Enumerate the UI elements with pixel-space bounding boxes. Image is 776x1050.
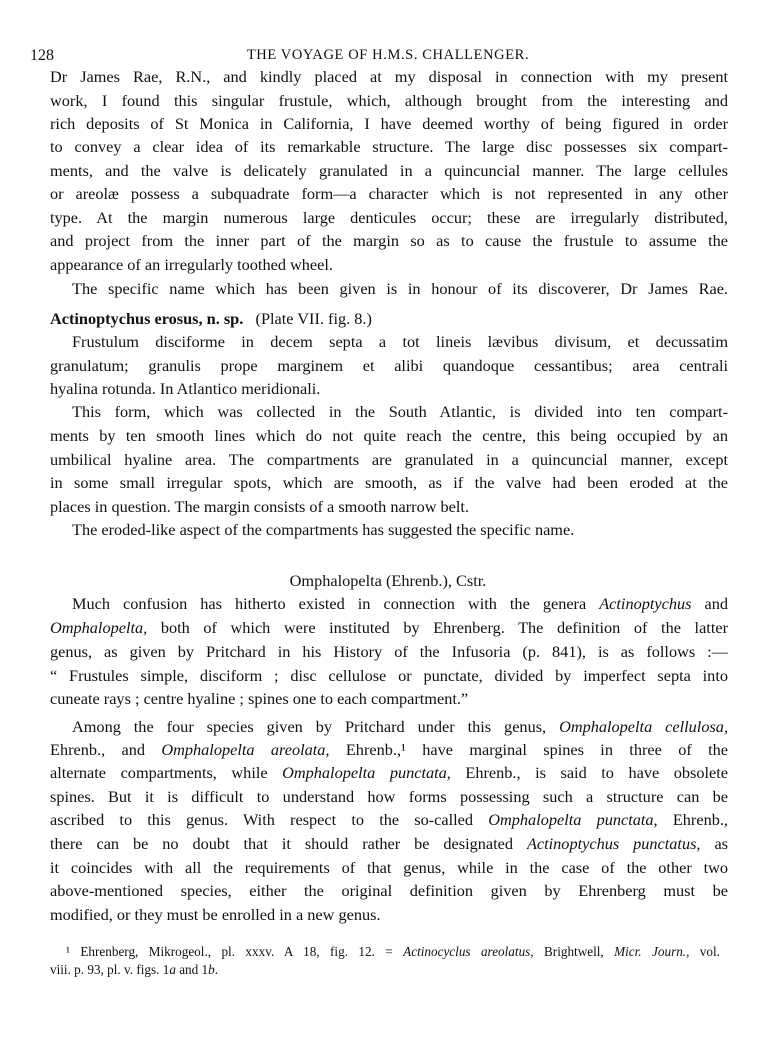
text-line [50, 616, 728, 639]
text-segment: and project from the inner part of the margin so as to cause the frustule to assume the [50, 231, 728, 250]
text-line [50, 785, 728, 808]
text-segment: modified, or they must be enrolled in a new genus. [50, 905, 381, 924]
text-segment: to convey a clear idea of its remarkable structure. The large disc possesses six compart- [50, 137, 728, 156]
text-line [50, 761, 728, 784]
text-segment: umbilical hyaline area. The compartments are granulated in a quincuncial manner, except [50, 450, 728, 469]
text-line [72, 592, 728, 615]
text-line [50, 687, 728, 710]
text-segment: places in question. The margin consists of a smooth narrow belt. [50, 497, 470, 516]
text-segment: This form, which was collected in the South Atlantic, is divided into ten compart- [72, 402, 728, 421]
text-segment: work, I found this singular frustule, which, although brought from the interesting and [50, 91, 728, 110]
text-line [50, 495, 728, 518]
text-segment: both of which were instituted by Ehrenberg. The definition of the latter [147, 618, 728, 637]
species-heading [50, 307, 728, 330]
text-segment: “ Frustules simple, disciform ; disc cellulose or punctate, divided by imperfect septa into [50, 666, 728, 685]
text-line [50, 112, 728, 135]
text-line [50, 159, 728, 182]
italic-term: Actinoptychus punctatus, [526, 834, 701, 853]
text-line [50, 640, 728, 663]
text-segment: cuneate rays ; centre hyaline ; spines one to each compartment.” [50, 689, 469, 708]
italic-term: Omphalopelta, [50, 618, 148, 637]
text-segment: vol. [689, 944, 720, 959]
text-segment: and [691, 594, 729, 613]
italic-term: Omphalopelta areolata, [161, 740, 330, 759]
text-line [50, 664, 728, 687]
species-name: Actinoptychus erosus, n. sp. [50, 309, 244, 328]
text-segment: or areolæ possess a subquadrate form—a character which is not represented in any other [50, 184, 728, 203]
genus-heading: Omphalopelta (Ehrenb.), Cstr. [289, 571, 487, 590]
text-line [50, 903, 728, 926]
species-plate-reference: (Plate VII. fig. 8.) [255, 309, 372, 328]
text-segment: . [214, 962, 219, 977]
text-segment: granulatum; granulis prope marginem et alibi quandoque cessantibus; area centrali [50, 356, 728, 375]
italic-term: b [208, 962, 215, 977]
text-segment: alternate compartments, while [50, 763, 283, 782]
text-line [72, 277, 728, 300]
text-segment: spines. But it is difficult to understand how forms possessing such a structure can be [50, 787, 728, 806]
text-segment: Brightwell, [533, 944, 615, 959]
text-line [50, 832, 728, 855]
text-segment: Ehrenb., [657, 810, 728, 829]
text-segment: Ehrenb.,¹ have marginal spines in three of the [329, 740, 728, 759]
text-line [72, 330, 728, 353]
text-line [50, 377, 728, 400]
text-line [50, 253, 728, 276]
text-segment: Frustulum disciforme in decem septa a tot lineis lævibus divisum, et decussatim [72, 332, 728, 351]
text-line [72, 400, 728, 423]
text-segment: it coincides with all the requirements of that genus, while in the case of the other two [50, 858, 728, 877]
text-line [50, 206, 728, 229]
text-segment: type. At the margin numerous large denticules occur; these are irregularly distributed, [50, 208, 728, 227]
text-line [50, 135, 728, 158]
text-segment: Much confusion has hitherto existed in connection with the genera [72, 594, 600, 613]
text-segment: ments by ten smooth lines which do not quite reach the centre, this being occupied by an [50, 426, 728, 445]
italic-term: Actinocyclus areolatus, [403, 944, 534, 959]
text-segment: ¹ Ehrenberg, Mikrogeol., pl. xxxv. A 18, fig. 12. = [66, 944, 404, 959]
text-line [50, 424, 728, 447]
text-line [50, 354, 728, 377]
text-line [50, 89, 728, 112]
text-segment: and 1 [175, 962, 209, 977]
text-segment: in some small irregular spots, which are smooth, as if the valve had been eroded at the [50, 473, 728, 492]
text-segment: The specific name which has been given is in honour of its discoverer, Dr James Rae. [72, 279, 728, 298]
text-segment: ments, and the valve is delicately granulated in a quincuncial manner. The large cellules [50, 161, 728, 180]
text-segment: above-mentioned species, either the original definition given by Ehrenberg must be [50, 881, 728, 900]
text-line [50, 229, 728, 252]
italic-term: Omphalopelta punctata, [282, 763, 451, 782]
text-segment: Ehrenb., and [50, 740, 162, 759]
italic-term: Omphalopelta cellulosa, [559, 717, 729, 736]
italic-term: Actinoptychus [599, 594, 692, 613]
text-segment: The eroded-like aspect of the compartments has suggested the specific name. [72, 520, 575, 539]
text-line [50, 471, 728, 494]
text-segment: Ehrenb., is said to have obsolete [450, 763, 728, 782]
text-line [72, 518, 728, 541]
italic-term: a [169, 962, 176, 977]
text-line [50, 856, 728, 879]
text-segment: viii. p. 93, pl. v. figs. 1 [50, 962, 170, 977]
text-segment: rich deposits of St Monica in California, I have deemed worthy of being figured in order [50, 114, 728, 133]
text-segment: appearance of an irregularly toothed wheel. [50, 255, 333, 274]
text-line [50, 879, 728, 902]
text-line [50, 738, 728, 761]
footnote-line [50, 961, 728, 979]
text-segment: Dr James Rae, R.N., and kindly placed at my disposal in connection with my present [50, 67, 728, 86]
text-line [50, 182, 728, 205]
text-segment: ascribed to this genus. With respect to the so-called [50, 810, 489, 829]
text-line [50, 448, 728, 471]
text-segment: there can be no doubt that it should rather be designated [50, 834, 527, 853]
running-title: THE VOYAGE OF H.M.S. CHALLENGER. [246, 47, 530, 63]
text-segment: hyalina rotunda. In Atlantico meridionali. [50, 379, 321, 398]
text-segment: Among the four species given by Pritchard under this genus, [72, 717, 560, 736]
text-line [72, 715, 728, 738]
italic-term: Micr. Journ., [614, 944, 690, 959]
text-line [50, 808, 728, 831]
text-line [50, 65, 728, 88]
text-segment: genus, as given by Pritchard in his History of the Infusoria (p. 841), is as follows :— [50, 642, 728, 661]
italic-term: Omphalopelta punctata, [488, 810, 658, 829]
text-segment: as [700, 834, 729, 853]
footnote-line [66, 943, 720, 961]
page-number: 128 [30, 47, 54, 64]
